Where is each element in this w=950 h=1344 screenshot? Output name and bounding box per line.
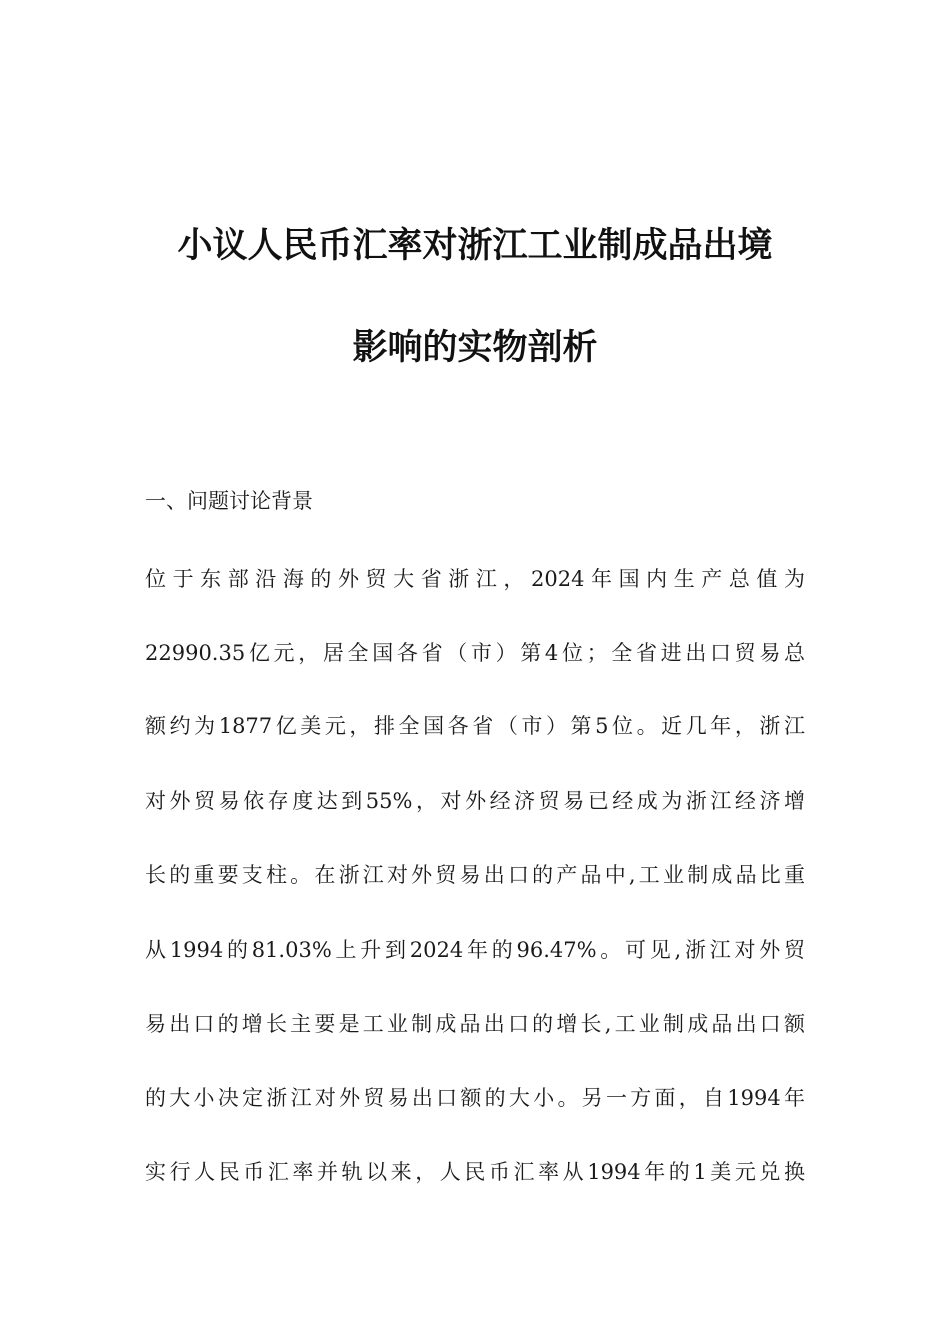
paragraph-line-6: 从1994的81.03%上升到2024年的96.47%。可见,浙江对外贸 [145, 938, 805, 962]
section-heading: 一、问题讨论背景 [145, 489, 313, 513]
document-title-line-2: 影响的实物剖析 [352, 328, 598, 368]
paragraph-line-5: 长的重要支柱。在浙江对外贸易出口的产品中,工业制成品比重 [145, 863, 805, 887]
document-title-line-1: 小议人民币汇率对浙江工业制成品出境 [177, 226, 773, 266]
paragraph-line-9: 实行人民币汇率并轨以来，人民币汇率从1994年的1美元兑换 [145, 1160, 805, 1184]
paragraph-line-3: 额约为1877亿美元，排全国各省（市）第5位。近几年，浙江 [145, 714, 805, 738]
paragraph-line-4: 对外贸易依存度达到55%，对外经济贸易已经成为浙江经济增 [145, 789, 805, 813]
paragraph-line-1: 位于东部沿海的外贸大省浙江，2024年国内生产总值为 [145, 567, 805, 591]
paragraph-line-7: 易出口的增长主要是工业制成品出口的增长,工业制成品出口额 [145, 1012, 805, 1036]
paragraph-line-2: 22990.35亿元，居全国各省（市）第4位；全省进出口贸易总 [145, 641, 805, 665]
paragraph-line-8: 的大小决定浙江对外贸易出口额的大小。另一方面，自1994年 [145, 1086, 805, 1110]
